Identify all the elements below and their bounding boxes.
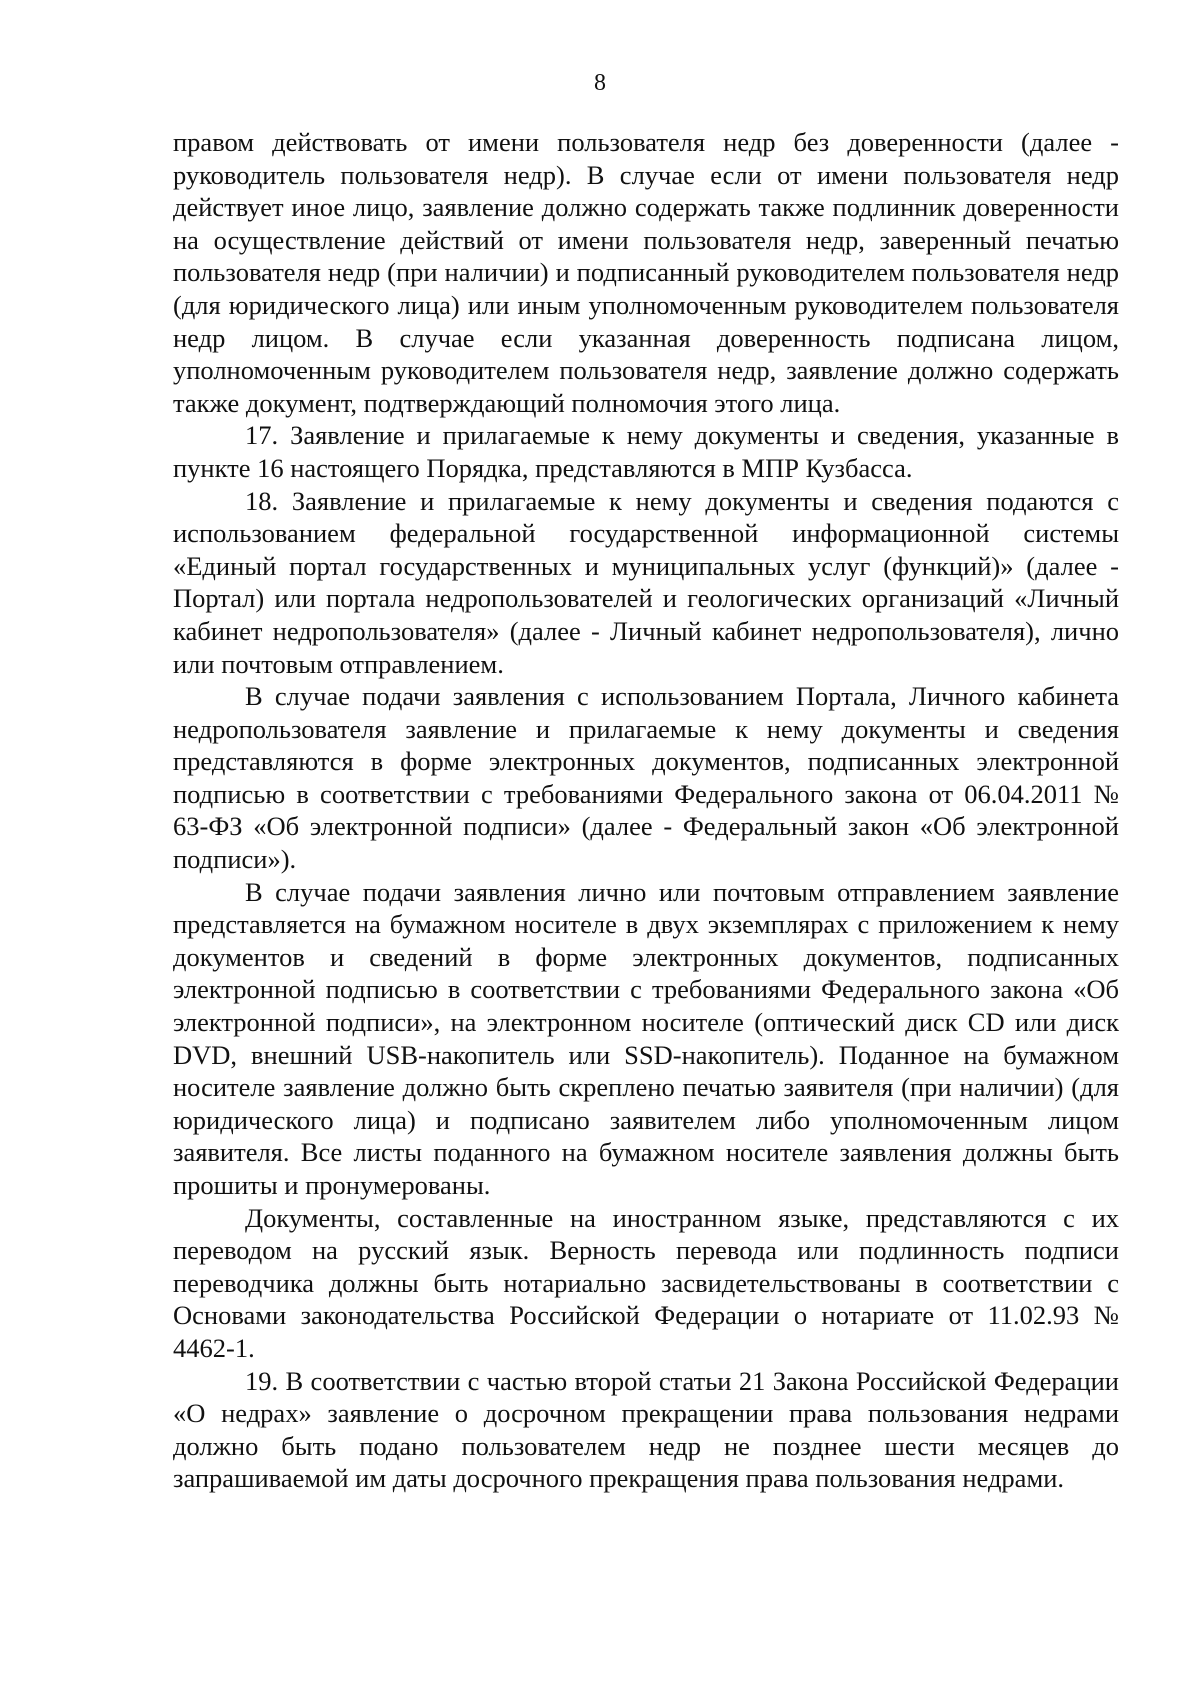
paragraph-continuation: правом действовать от имени пользователя недр без доверенности (далее - руководитель пользователя недр). В случае если от имени пользователя недр действует иное лицо, заявление должно содержать также подлинник доверенности на осуществление действий от имени пользователя недр, заверенный печатью пользователя недр (при наличии) и подписанный руководителем пользователя недр (для юридического лица) или иным уполномоченным руководителем пользователя недр лицом. В случае если указанная доверенность подписана лицом, уполномоченным руководителем пользователя недр, заявление должно содержать также документ, подтверждающий полномочия этого лица.: [173, 127, 1119, 418]
paragraph-clause-17: 17. Заявление и прилагаемые к нему документы и сведения, указанные в пункте 16 настоящего Порядка, представляются в МПР Кузбасса.: [173, 420, 1119, 483]
page-number: 8: [594, 70, 606, 96]
paragraph-paper-submission: В случае подачи заявления лично или почтовым отправлением заявление представляется на бумажном носителе в двух экземплярах с приложением к нему документов и сведений в форме электронных документов, подписанных электронной подписью в соответствии с требованиями Федерального закона «Об электронной подписи», на электронном носителе (оптический диск CD или диск DVD, внешний USB-накопитель или SSD-накопитель). Поданное на бумажном носителе заявление должно быть скреплено печатью заявителя (при наличии) (для юридического лица) и подписано заявителем либо уполномоченным лицом заявителя. Все листы поданного на бумажном носителе заявления должны быть прошиты и пронумерованы.: [173, 876, 1119, 1200]
paragraph-foreign-documents: Документы, составленные на иностранном языке, представляются с их переводом на русский язык. Верность перевода или подлинность подписи переводчика должны быть нотариально засвидетельствованы в соответствии с Основами законодательства Российской Федерации о нотариате от 11.02.93 № 4462-1.: [173, 1202, 1119, 1363]
paragraph-clause-19: 19. В соответствии с частью второй статьи 21 Закона Российской Федерации «О недрах» заявление о досрочном прекращении права пользования недрами должно быть подано пользователем недр не позднее шести месяцев до запрашиваемой им даты досрочного прекращения права пользования недрами.: [173, 1365, 1119, 1494]
paragraph-clause-18: 18. Заявление и прилагаемые к нему документы и сведения подаются с использованием федеральной государственной информационной системы «Единый портал государственных и муниципальных услуг (функций)» (далее - Портал) или портала недропользователей и геологических организаций «Личный кабинет недропользователя» (далее - Личный кабинет недропользователя), лично или почтовым отправлением.: [173, 485, 1119, 679]
document-body: [173, 126, 1119, 1495]
paragraph-electronic-submission: В случае подачи заявления с использованием Портала, Личного кабинета недропользователя заявление и прилагаемые к нему документы и сведения представляются в форме электронных документов, подписанных электронной подписью в соответствии с требованиями Федерального закона от 06.04.2011 № 63-ФЗ «Об электронной подписи» (далее - Федеральный закон «Об электронной подписи»).: [173, 681, 1119, 875]
